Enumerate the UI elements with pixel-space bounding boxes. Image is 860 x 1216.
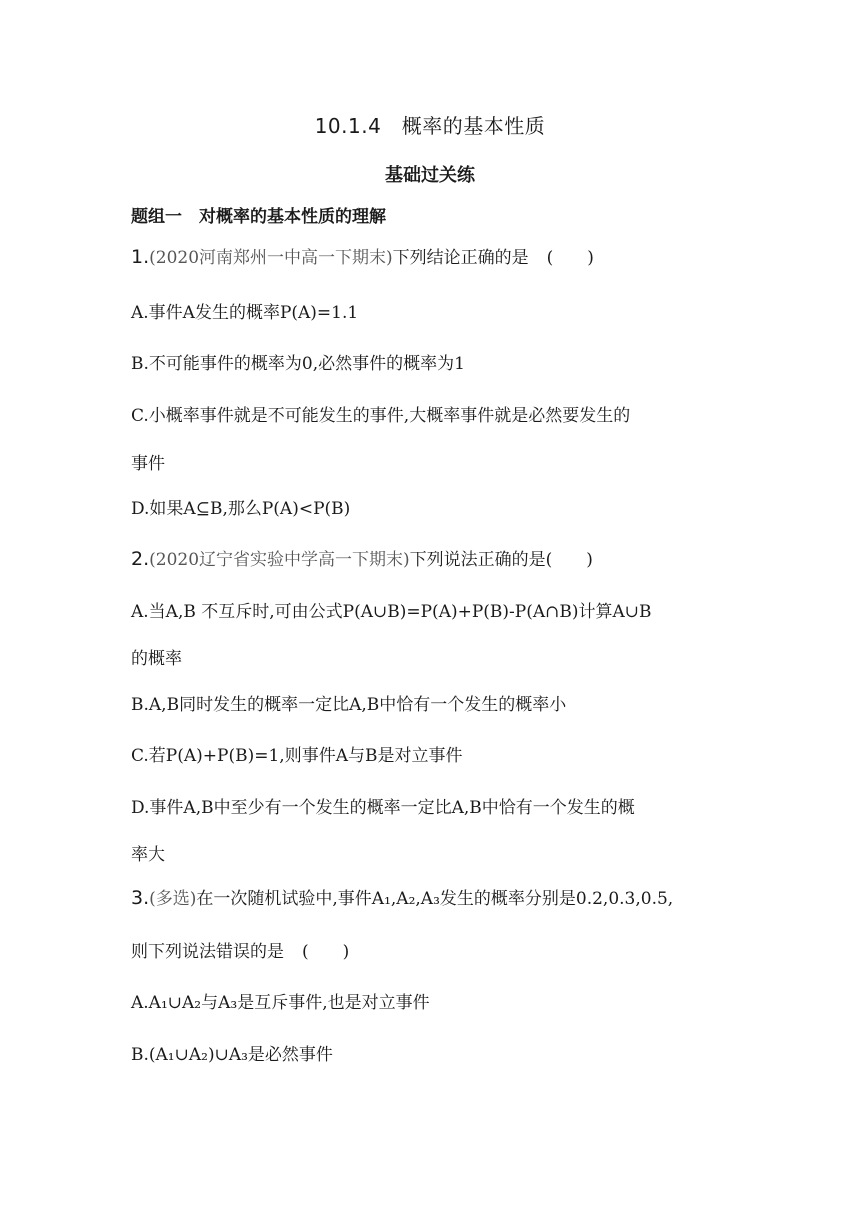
- question-source: (2020辽宁省实验中学高一下期末): [149, 550, 410, 570]
- question-2-option-c: C.若P(A)+P(B)=1,则事件A与B是对立事件: [131, 746, 463, 766]
- question-2-option-a: A.当A,B 不互斥时,可由公式P(A∪B)=P(A)+P(B)-P(A∩B)计算A∪B: [131, 602, 652, 622]
- question-text: 则下列说法错误的是: [131, 942, 284, 962]
- question-1-option-c: C.小概率事件就是不可能发生的事件,大概率事件就是必然要发生的: [131, 406, 631, 426]
- question-source: (2020河南郑州一中高一下期末): [149, 248, 393, 268]
- question-number: 3.: [131, 887, 150, 909]
- question-source: (多选): [149, 889, 197, 909]
- question-3-stem-cont: [131, 937, 349, 962]
- question-text: 在一次随机试验中,事件A₁,A₂,A₃发生的概率分别是0.2,0.3,0.5,: [196, 889, 674, 909]
- answer-paren: ( ): [546, 248, 594, 268]
- answer-paren: ( ): [545, 550, 593, 570]
- question-group-title: 题组一 对概率的基本性质的理解: [131, 207, 386, 227]
- question-text: 下列结论正确的是: [392, 248, 529, 268]
- question-1-stem: [131, 243, 594, 268]
- question-1-option-b: B.不可能事件的概率为0,必然事件的概率为1: [131, 354, 465, 374]
- question-number: 1.: [131, 246, 150, 268]
- question-1-option-a: A.事件A发生的概率P(A)=1.1: [131, 303, 359, 323]
- page-title: 10.1.4 概率的基本性质: [314, 114, 546, 138]
- question-2-option-b: B.A,B同时发生的概率一定比A,B中恰有一个发生的概率小: [131, 695, 567, 715]
- question-text: 下列说法正确的是: [409, 550, 546, 570]
- question-number: 2.: [131, 548, 150, 570]
- question-2-stem: [131, 545, 593, 570]
- question-2-option-a-cont: 的概率: [131, 649, 182, 669]
- question-3-option-a: A.A₁∪A₂与A₃是互斥事件,也是对立事件: [131, 993, 430, 1013]
- question-3-stem: [131, 884, 673, 909]
- question-1-option-d: D.如果A⊆B,那么P(A)<P(B): [131, 499, 351, 519]
- question-2-option-d-cont: 率大: [131, 845, 165, 865]
- section-subtitle: 基础过关练: [385, 165, 475, 186]
- question-2-option-d: D.事件A,B中至少有一个发生的概率一定比A,B中恰有一个发生的概: [131, 798, 635, 818]
- question-3-option-b: B.(A₁∪A₂)∪A₃是必然事件: [131, 1045, 333, 1065]
- answer-paren: ( ): [302, 942, 350, 962]
- question-1-option-c-cont: 事件: [131, 454, 165, 474]
